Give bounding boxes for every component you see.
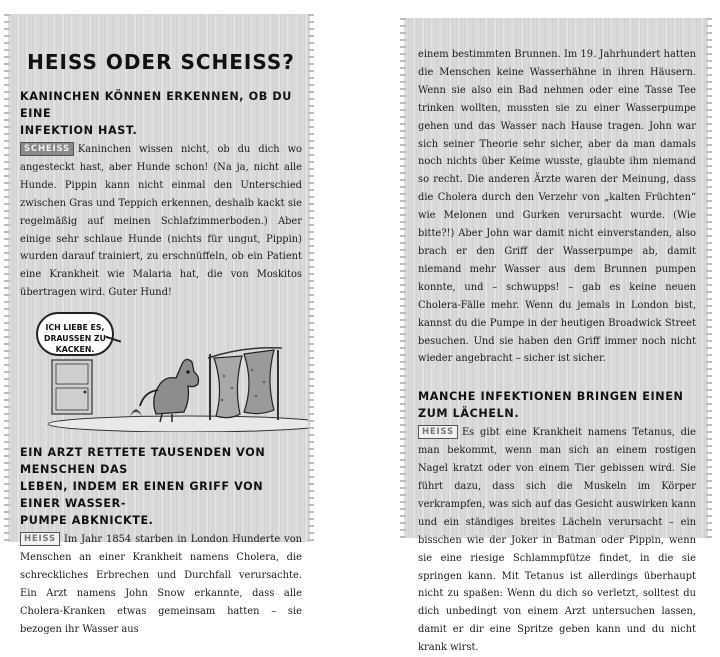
verdict-tag-heiss: HEISS: [20, 532, 60, 546]
left-page: [8, 14, 310, 635]
page-title: HEISS ODER SCHEISS?: [27, 50, 295, 74]
verdict-tag-scheiss: SCHEISS: [20, 142, 74, 156]
section-body: [20, 141, 302, 302]
section-heading: MANCHE INFEKTIONEN BRINGEN EINEN ZUM LÄCHELN.: [418, 390, 684, 421]
heading-line: KANINCHEN KÖNNEN ERKENNEN, OB DU EINE: [20, 90, 292, 120]
page-edge: [400, 18, 406, 538]
page-edge: [308, 14, 314, 542]
heading-line: LEBEN, INDEM ER EINEN GRIFF VON EINER WASSER-: [20, 480, 264, 511]
section-rabbits-dogs: [20, 88, 302, 302]
section-tetanus: [418, 388, 696, 657]
page-edge: [4, 14, 10, 542]
speech-bubble-line: DRAUSSEN ZU: [43, 334, 107, 344]
section-body: [20, 531, 302, 638]
verdict-tag-heiss: HEISS: [418, 425, 458, 439]
heading-line: PUMPE ABKNICKTE.: [20, 514, 154, 528]
speech-bubble-line: ICH LIEBE ES,: [45, 323, 105, 333]
speech-bubble: [36, 312, 114, 356]
section-heading: [20, 88, 302, 139]
section-heading: [20, 444, 302, 529]
heading-line: EIN ARZT RETTETE TAUSENDEN VON MENSCHEN DAS: [20, 446, 266, 477]
speech-bubble-line: KACKEN.: [55, 345, 95, 355]
continued-text: einem bestimmten Brunnen. Im 19. Jahrhundert hatten die Menschen keine Wasserhähne in ihren Häusern. Wenn sie also ein Bad nehmen oder eine Tasse Tee trinken wollten, mussten sie zu einer Wasserpumpe gehen und das Wasser nach Hause tragen. John war sich seiner Theorie sehr sicher, aber da man damals noch nichts über Keime wusste, glaubte ihm niemand so recht. Die anderen Ärzte waren der Meinung, dass die Cholera durch den Verzehr von „kalten Früchten“ wie Melonen und Gurken verursacht wurde. (Wie bitte?!) Aber John war damit nicht einverstanden, also brach er den Griff der Wasserpumpe ab, damit niemand mehr Wasser aus dem Brunnen pumpen konnte, und – schwupps! – gab es keine neuen Cholera-Fälle mehr. Wenn du jemals in London bist, kannst du die Pumpe in der heutigen Broadwick Street besuchen. Und sie haben den Griff immer noch nicht wieder angebracht – sicher ist sicher.: [418, 49, 696, 365]
section-body: [418, 424, 696, 657]
right-page: [404, 18, 708, 654]
page-edge: [706, 18, 712, 538]
section-text: Im Jahr 1854 starben in London Hunderte von Menschen an einer Krankheit namens Cholera, die schreckliches Erbrechen und Durchfall verursachte. Ein Arzt namens John Snow erkannte, dass alle Cholera-Kranken etwas gemeinsam hatten – sie bezogen ihr Wasser aus: [20, 534, 302, 635]
section-text: Es gibt eine Krankheit namens Tetanus, die man bekommt, wenn man sich an einem rostigen Nagel kratzt oder von einem Tier gebissen wird. Sie führt dazu, dass sich die Muskeln im Körper verkrampfen, was sich auf das Gesicht auswirken kann und ein ständiges breites Lächeln verursacht – ein bisschen wie der Joker in Batman oder Pippin, wenn sie eine riesige Schlammpfütze findet, in die sie springen kann. Mit Tetanus ist allerdings überhaupt nicht zu spaßen: Wenn du dich so verletzt, solltest du dich unbedingt von einem Arzt untersuchen lassen, damit er dir eine Spritze geben kann und du nicht krank wirst.: [418, 427, 696, 654]
heading-line: INFEKTION HAST.: [20, 124, 138, 137]
section-john-snow: [20, 444, 302, 638]
illustration: [20, 308, 302, 434]
section-text: Kaninchen wissen nicht, ob du dich wo angesteckt hast, aber Hunde schon! (Na ja, nicht alle Hunde. Pippin kann nicht einmal den Unterschied zwischen Gras und Teppich erkennen, deshalb kackt sie regelmäßig auf meinen Schlafzimmerboden.) Aber einige sehr schlaue Hunde (nichts für ungut, Pippin) wurden darauf trainiert, zu erschnüffeln, ob ein Patient eine Krankheit wie Malaria hat, die von Moskitos übertragen wird. Guter Hund!: [20, 144, 302, 299]
